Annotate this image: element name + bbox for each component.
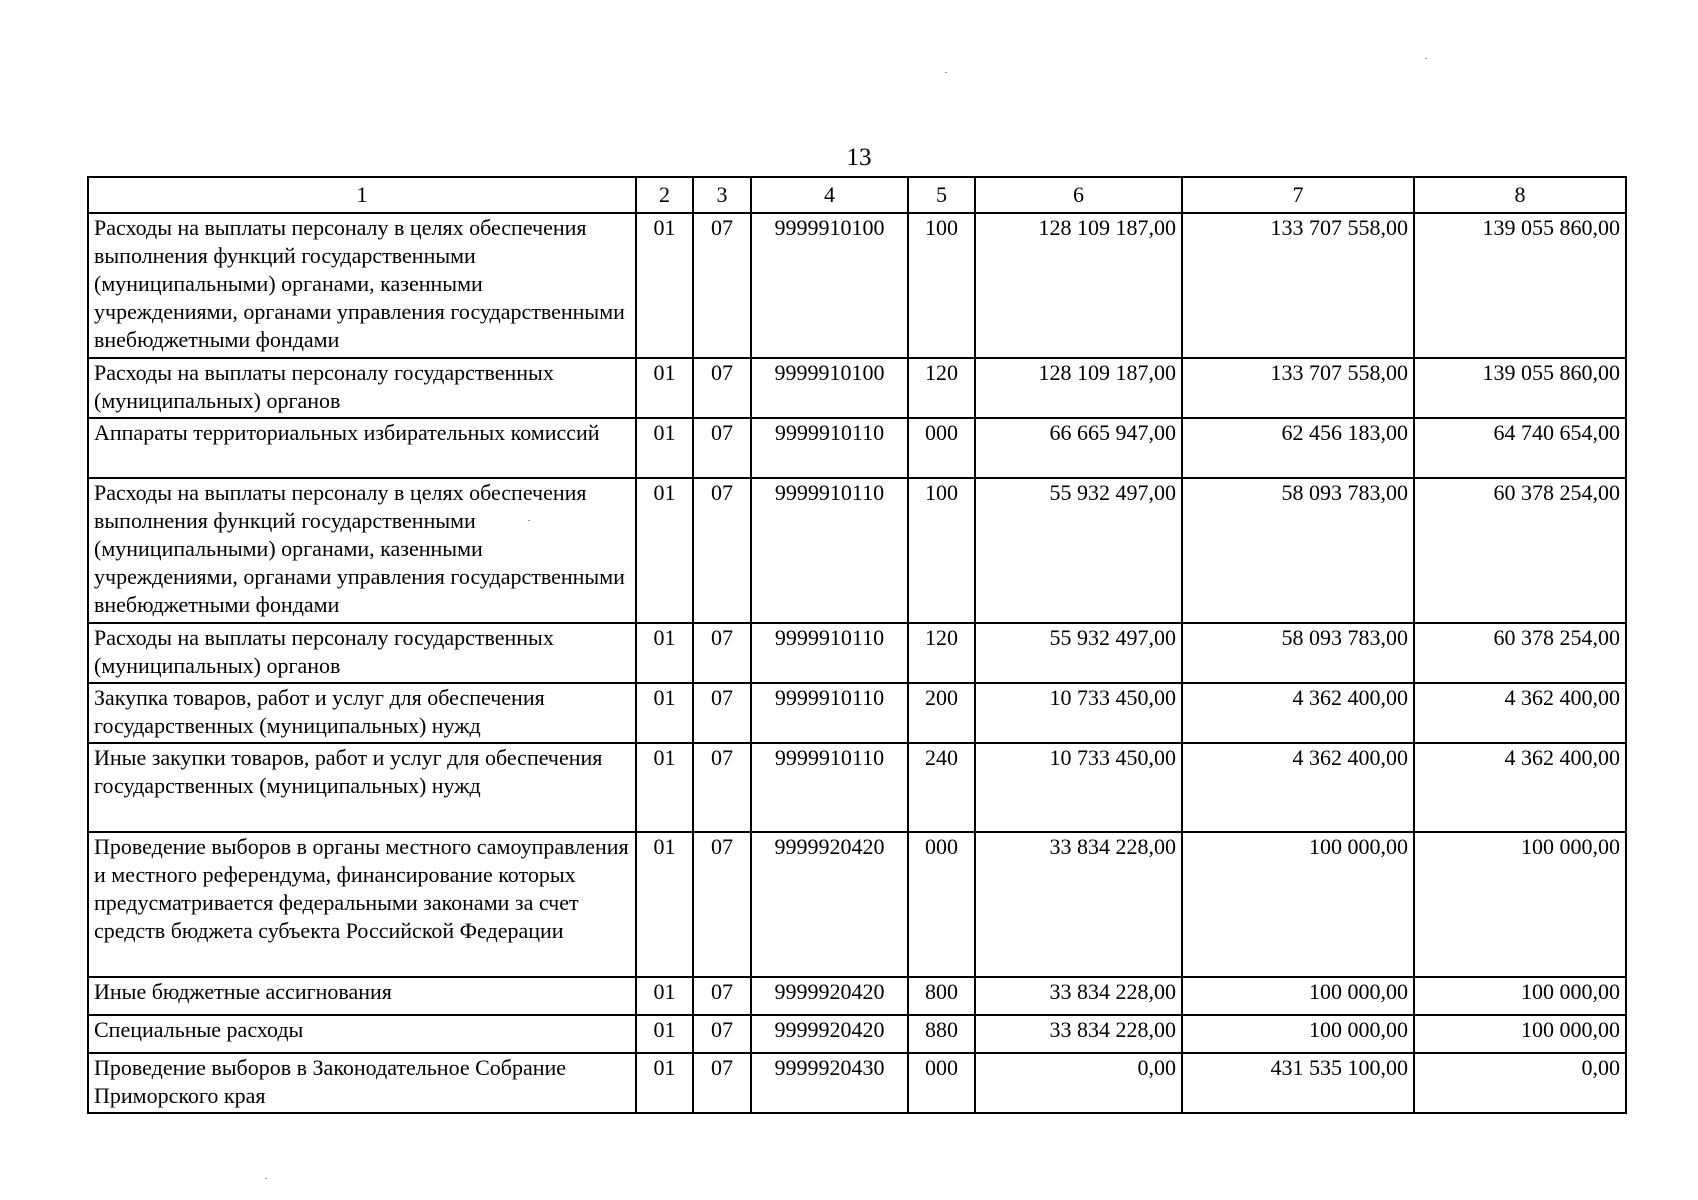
row-name: Расходы на выплаты персоналу государственных (муниципальных) органов xyxy=(88,358,636,418)
row-amount-col-8: 100 000,00 xyxy=(1414,1015,1626,1053)
table-row xyxy=(88,213,1626,358)
row-amount-col-8: 100 000,00 xyxy=(1414,832,1626,977)
row-amount-col-6: 66 665 947,00 xyxy=(975,418,1182,478)
row-target-article: 9999920430 xyxy=(751,1053,908,1113)
row-subsection: 07 xyxy=(693,683,751,743)
row-amount-col-8: 139 055 860,00 xyxy=(1414,213,1626,358)
row-name: Закупка товаров, работ и услуг для обеспечения государственных (муниципальных) нужд xyxy=(88,683,636,743)
row-target-article: 9999920420 xyxy=(751,977,908,1015)
header-col-8: 8 xyxy=(1414,177,1626,213)
row-amount-col-6: 55 932 497,00 xyxy=(975,478,1182,623)
table-row xyxy=(88,358,1626,418)
row-amount-col-7: 431 535 100,00 xyxy=(1182,1053,1414,1113)
table-row xyxy=(88,977,1626,1015)
table-row xyxy=(88,743,1626,832)
row-amount-col-6: 0,00 xyxy=(975,1053,1182,1113)
row-subsection: 07 xyxy=(693,358,751,418)
table-row xyxy=(88,832,1626,977)
table-row xyxy=(88,623,1626,683)
row-subsection: 07 xyxy=(693,623,751,683)
row-expense-type: 000 xyxy=(908,418,975,478)
row-amount-col-7: 100 000,00 xyxy=(1182,1015,1414,1053)
row-amount-col-8: 60 378 254,00 xyxy=(1414,623,1626,683)
row-amount-col-6: 55 932 497,00 xyxy=(975,623,1182,683)
table-row xyxy=(88,1015,1626,1053)
row-amount-col-6: 33 834 228,00 xyxy=(975,1015,1182,1053)
budget-table xyxy=(87,176,1627,1114)
row-amount-col-8: 4 362 400,00 xyxy=(1414,743,1626,832)
row-amount-col-6: 33 834 228,00 xyxy=(975,832,1182,977)
row-name: Проведение выборов в органы местного самоуправления и местного референдума, финансирование которых предусматривается федеральными законами за счет средств бюджета субъекта Российской Федерации xyxy=(88,832,636,977)
row-name: Расходы на выплаты персоналу в целях обеспечения выполнения функций государственными (муниципальными) органами, казенными учреждениями, органами управления государственными внебюджетными фондами xyxy=(88,213,636,358)
row-target-article: 9999910110 xyxy=(751,623,908,683)
header-col-5: 5 xyxy=(908,177,975,213)
row-section: 01 xyxy=(636,1053,693,1113)
row-amount-col-7: 58 093 783,00 xyxy=(1182,623,1414,683)
row-amount-col-6: 128 109 187,00 xyxy=(975,358,1182,418)
row-name: Аппараты территориальных избирательных комиссий xyxy=(88,418,636,478)
row-expense-type: 000 xyxy=(908,832,975,977)
scan-speck xyxy=(1425,58,1427,59)
row-amount-col-8: 60 378 254,00 xyxy=(1414,478,1626,623)
row-amount-col-8: 139 055 860,00 xyxy=(1414,358,1626,418)
row-name: Проведение выборов в Законодательное Собрание Приморского края xyxy=(88,1053,636,1113)
row-section: 01 xyxy=(636,478,693,623)
row-subsection: 07 xyxy=(693,478,751,623)
row-amount-col-7: 58 093 783,00 xyxy=(1182,478,1414,623)
page-number: 13 xyxy=(846,144,872,171)
header-col-2: 2 xyxy=(636,177,693,213)
row-section: 01 xyxy=(636,832,693,977)
row-section: 01 xyxy=(636,977,693,1015)
row-name: Иные закупки товаров, работ и услуг для обеспечения государственных (муниципальных) нужд xyxy=(88,743,636,832)
row-amount-col-6: 10 733 450,00 xyxy=(975,683,1182,743)
row-target-article: 9999910100 xyxy=(751,213,908,358)
row-amount-col-8: 100 000,00 xyxy=(1414,977,1626,1015)
row-name: Иные бюджетные ассигнования xyxy=(88,977,636,1015)
row-expense-type: 100 xyxy=(908,213,975,358)
row-target-article: 9999920420 xyxy=(751,832,908,977)
row-expense-type: 240 xyxy=(908,743,975,832)
row-expense-type: 120 xyxy=(908,623,975,683)
row-amount-col-7: 133 707 558,00 xyxy=(1182,358,1414,418)
row-amount-col-7: 100 000,00 xyxy=(1182,832,1414,977)
row-subsection: 07 xyxy=(693,213,751,358)
row-subsection: 07 xyxy=(693,977,751,1015)
row-amount-col-7: 4 362 400,00 xyxy=(1182,683,1414,743)
row-amount-col-6: 33 834 228,00 xyxy=(975,977,1182,1015)
row-subsection: 07 xyxy=(693,1053,751,1113)
table-row xyxy=(88,478,1626,623)
header-col-7: 7 xyxy=(1182,177,1414,213)
row-amount-col-8: 64 740 654,00 xyxy=(1414,418,1626,478)
header-col-6: 6 xyxy=(975,177,1182,213)
row-name: Расходы на выплаты персоналу в целях обеспечения выполнения функций государственными (муниципальными) органами, казенными учреждениями, органами управления государственными внебюджетными фондами xyxy=(88,478,636,623)
row-expense-type: 800 xyxy=(908,977,975,1015)
table-row xyxy=(88,418,1626,478)
row-name: Расходы на выплаты персоналу государственных (муниципальных) органов xyxy=(88,623,636,683)
row-subsection: 07 xyxy=(693,418,751,478)
row-name: Специальные расходы xyxy=(88,1015,636,1053)
row-expense-type: 100 xyxy=(908,478,975,623)
row-section: 01 xyxy=(636,358,693,418)
row-target-article: 9999910110 xyxy=(751,418,908,478)
row-amount-col-8: 4 362 400,00 xyxy=(1414,683,1626,743)
row-expense-type: 200 xyxy=(908,683,975,743)
row-amount-col-7: 100 000,00 xyxy=(1182,977,1414,1015)
row-subsection: 07 xyxy=(693,1015,751,1053)
row-section: 01 xyxy=(636,418,693,478)
row-subsection: 07 xyxy=(693,743,751,832)
row-target-article: 9999910100 xyxy=(751,358,908,418)
row-amount-col-7: 133 707 558,00 xyxy=(1182,213,1414,358)
row-amount-col-7: 4 362 400,00 xyxy=(1182,743,1414,832)
row-amount-col-8: 0,00 xyxy=(1414,1053,1626,1113)
row-target-article: 9999910110 xyxy=(751,683,908,743)
row-section: 01 xyxy=(636,1015,693,1053)
row-amount-col-6: 128 109 187,00 xyxy=(975,213,1182,358)
header-col-4: 4 xyxy=(751,177,908,213)
row-section: 01 xyxy=(636,213,693,358)
row-expense-type: 880 xyxy=(908,1015,975,1053)
row-section: 01 xyxy=(636,683,693,743)
scan-speck xyxy=(945,72,947,73)
table-row xyxy=(88,683,1626,743)
header-row xyxy=(88,177,1626,213)
row-target-article: 9999910110 xyxy=(751,478,908,623)
scan-speck xyxy=(265,1178,267,1179)
row-subsection: 07 xyxy=(693,832,751,977)
row-section: 01 xyxy=(636,743,693,832)
scan-speck xyxy=(528,520,530,521)
table-row xyxy=(88,1053,1626,1113)
row-section: 01 xyxy=(636,623,693,683)
row-target-article: 9999920420 xyxy=(751,1015,908,1053)
row-amount-col-7: 62 456 183,00 xyxy=(1182,418,1414,478)
header-col-3: 3 xyxy=(693,177,751,213)
row-expense-type: 120 xyxy=(908,358,975,418)
row-target-article: 9999910110 xyxy=(751,743,908,832)
header-col-1: 1 xyxy=(88,177,636,213)
row-expense-type: 000 xyxy=(908,1053,975,1113)
row-amount-col-6: 10 733 450,00 xyxy=(975,743,1182,832)
